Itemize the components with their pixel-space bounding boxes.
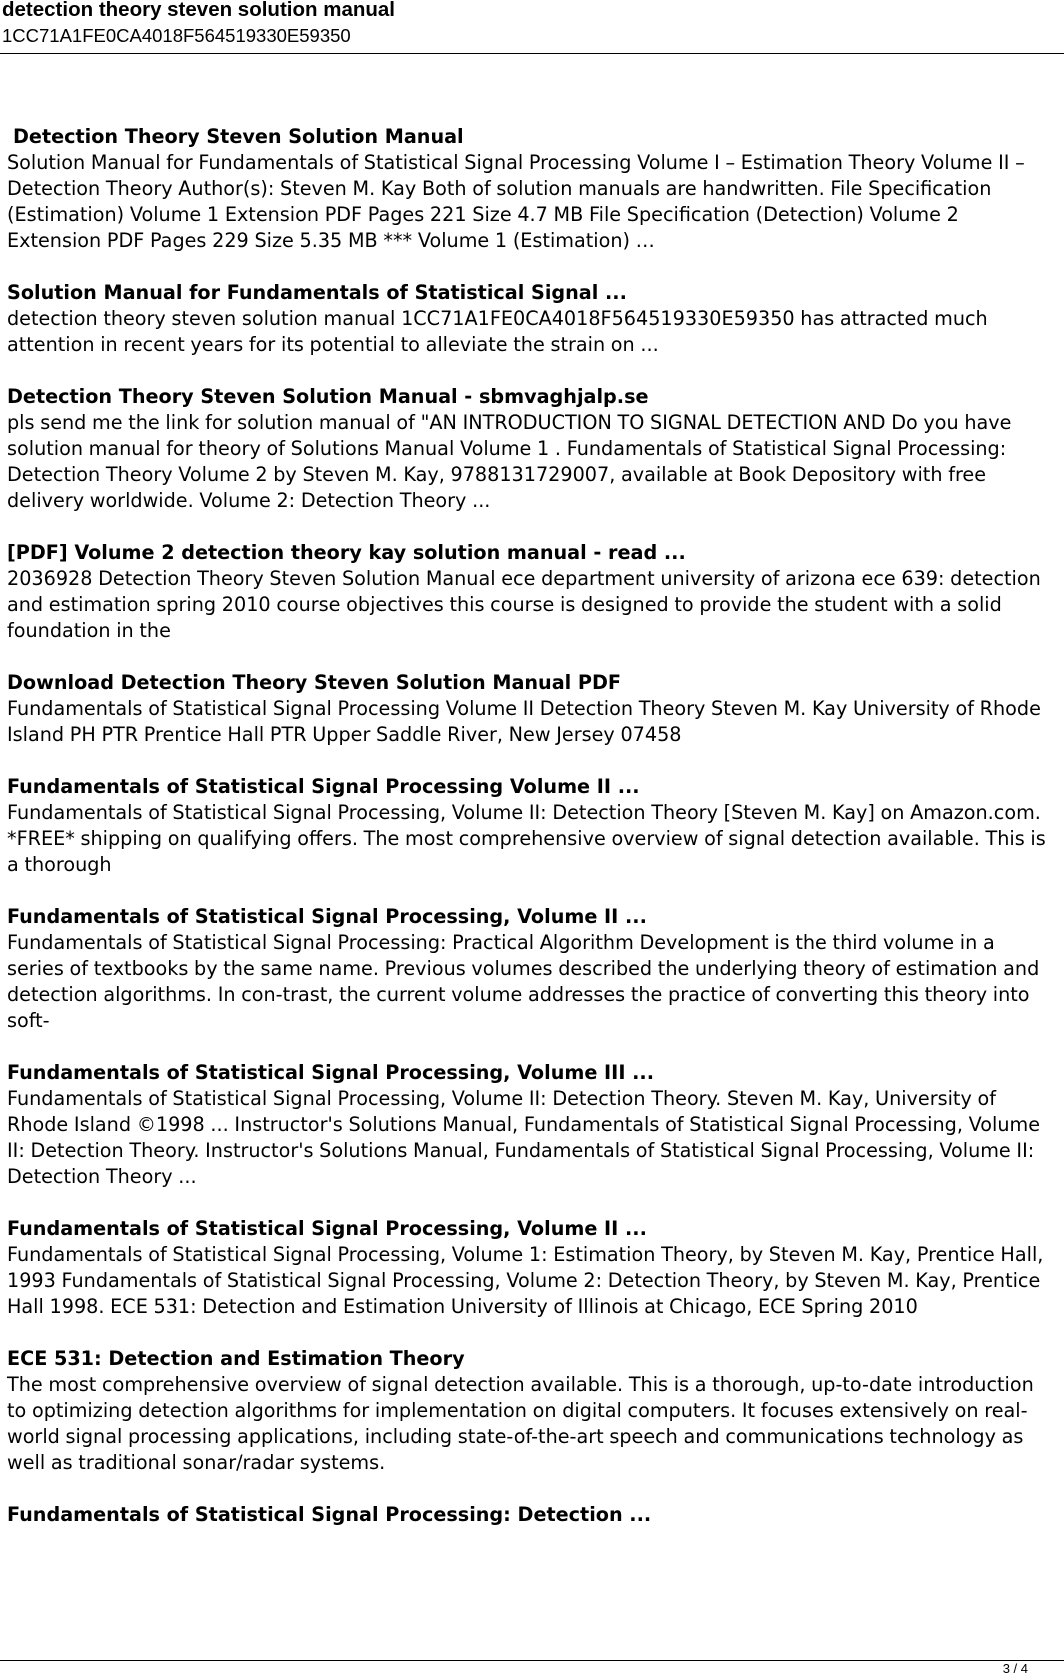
entry-text: pls send me the link for solution manual of "AN INTRODUCTION TO SIGNAL DETECTION AND Do you have solution manual for theory of Solutions Manual Volume 1 . Fundamentals of Statistical Signal Processing: Detection Theory Volume 2 by Steven M. Kay, 9788131729007, available at Book Depository with free delivery worldwide. Volume 2: Detection Theory ... bbox=[7, 411, 1012, 512]
document-body bbox=[7, 124, 1057, 1554]
footer-rule bbox=[0, 1660, 1064, 1661]
entry-text: Solution Manual for Fundamentals of Statistical Signal Processing Volume I – Estimation Theory Volume II – Detection Theory Author(s): Steven M. Kay Both of solution manuals are handwritten. File Specification (Estimation) Volume 1 Extension PDF Pages 221 Size 4.7 MB File Specification (Detection) Volume 2 Extension PDF Pages 229 Size 5.35 MB *** Volume 1 (Estimation) … bbox=[7, 151, 1025, 252]
entry-title: Solution Manual for Fundamentals of Statistical Signal ... bbox=[7, 281, 627, 304]
entry-text: Fundamentals of Statistical Signal Processing Volume II Detection Theory Steven M. Kay University of Rhode Island PH PTR Prentice Hall PTR Upper Saddle River, New Jersey 07458 bbox=[7, 697, 1041, 746]
entry-text: 2036928 Detection Theory Steven Solution Manual ece department university of arizona ece 639: detection and estimation spring 2010 course objectives this course is designed to provide the student with a solid foundation in the bbox=[7, 567, 1041, 642]
entry-title: Fundamentals of Statistical Signal Processing Volume II ... bbox=[7, 775, 640, 798]
entry bbox=[7, 1346, 1057, 1476]
entry bbox=[7, 124, 1057, 254]
entry bbox=[7, 670, 1057, 748]
entry-title: Detection Theory Steven Solution Manual bbox=[13, 125, 464, 148]
entry-title: Detection Theory Steven Solution Manual - sbmvaghjalp.se bbox=[7, 385, 649, 408]
entry-title: Fundamentals of Statistical Signal Processing, Volume III ... bbox=[7, 1061, 655, 1084]
entry-text: Fundamentals of Statistical Signal Processing, Volume 1: Estimation Theory, by Steven M. Kay, Prentice Hall, 1993 Fundamentals of Statistical Signal Processing, Volume 2: Detection Theory, by Steven M. Kay, Prentice Hall 1998. ECE 531: Detection and Estimation University of Illinois at Chicago, ECE Spring 2010 bbox=[7, 1243, 1044, 1318]
entry-text: detection theory steven solution manual 1CC71A1FE0CA4018F564519330E59350 has attracted much attention in recent years for its potential to alleviate the strain on ... bbox=[7, 307, 988, 356]
entry-title: Fundamentals of Statistical Signal Processing, Volume II ... bbox=[7, 1217, 647, 1240]
entry bbox=[7, 384, 1057, 514]
entry-text: Fundamentals of Statistical Signal Processing, Volume II: Detection Theory. Steven M. Kay, University of Rhode Island ©1998 ... Instructor's Solutions Manual, Fundamentals of Statistical Signal Processing, Volume II: Detection Theory. Instructor's Solutions Manual, Fundamentals of Statistical Signal Processing, Volume II: Detection Theory ... bbox=[7, 1087, 1041, 1188]
entry bbox=[7, 904, 1057, 1034]
entry bbox=[7, 540, 1057, 644]
entry-title: Fundamentals of Statistical Signal Processing: Detection ... bbox=[7, 1503, 652, 1526]
entry bbox=[7, 280, 1057, 358]
entry-text: The most comprehensive overview of signal detection available. This is a thorough, up-to-date introduction to optimizing detection algorithms for implementation on digital computers. It focuses extensively on real-world signal processing applications, including state-of-the-art speech and communications technology as well as traditional sonar/radar systems. bbox=[7, 1373, 1034, 1474]
entry-title: Fundamentals of Statistical Signal Processing, Volume II ... bbox=[7, 905, 647, 928]
entry bbox=[7, 1060, 1057, 1190]
entry-title: Download Detection Theory Steven Solution Manual PDF bbox=[7, 671, 622, 694]
document-id: 1CC71A1FE0CA4018F564519330E59350 bbox=[2, 25, 351, 46]
document-title: detection theory steven solution manual bbox=[2, 0, 395, 21]
page-number: 3 / 4 bbox=[1002, 1661, 1028, 1676]
entry-title: ECE 531: Detection and Estimation Theory bbox=[7, 1347, 465, 1370]
entry-title: [PDF] Volume 2 detection theory kay solution manual - read ... bbox=[7, 541, 686, 564]
entry-text: Fundamentals of Statistical Signal Processing: Practical Algorithm Development is the third volume in a series of textbooks by the same name. Previous volumes described the underlying theory of estimation and detection algorithms. In con-trast, the current volume addresses the practice of converting this theory into soft- bbox=[7, 931, 1040, 1032]
entry bbox=[7, 774, 1057, 878]
entry bbox=[7, 1216, 1057, 1320]
page-header bbox=[0, 0, 1064, 54]
entry-text: Fundamentals of Statistical Signal Processing, Volume II: Detection Theory [Steven M. Kay] on Amazon.com. *FREE* shipping on qualifying offers. The most comprehensive overview of signal detection available. This is a thorough bbox=[7, 801, 1046, 876]
entry bbox=[7, 1502, 1057, 1528]
